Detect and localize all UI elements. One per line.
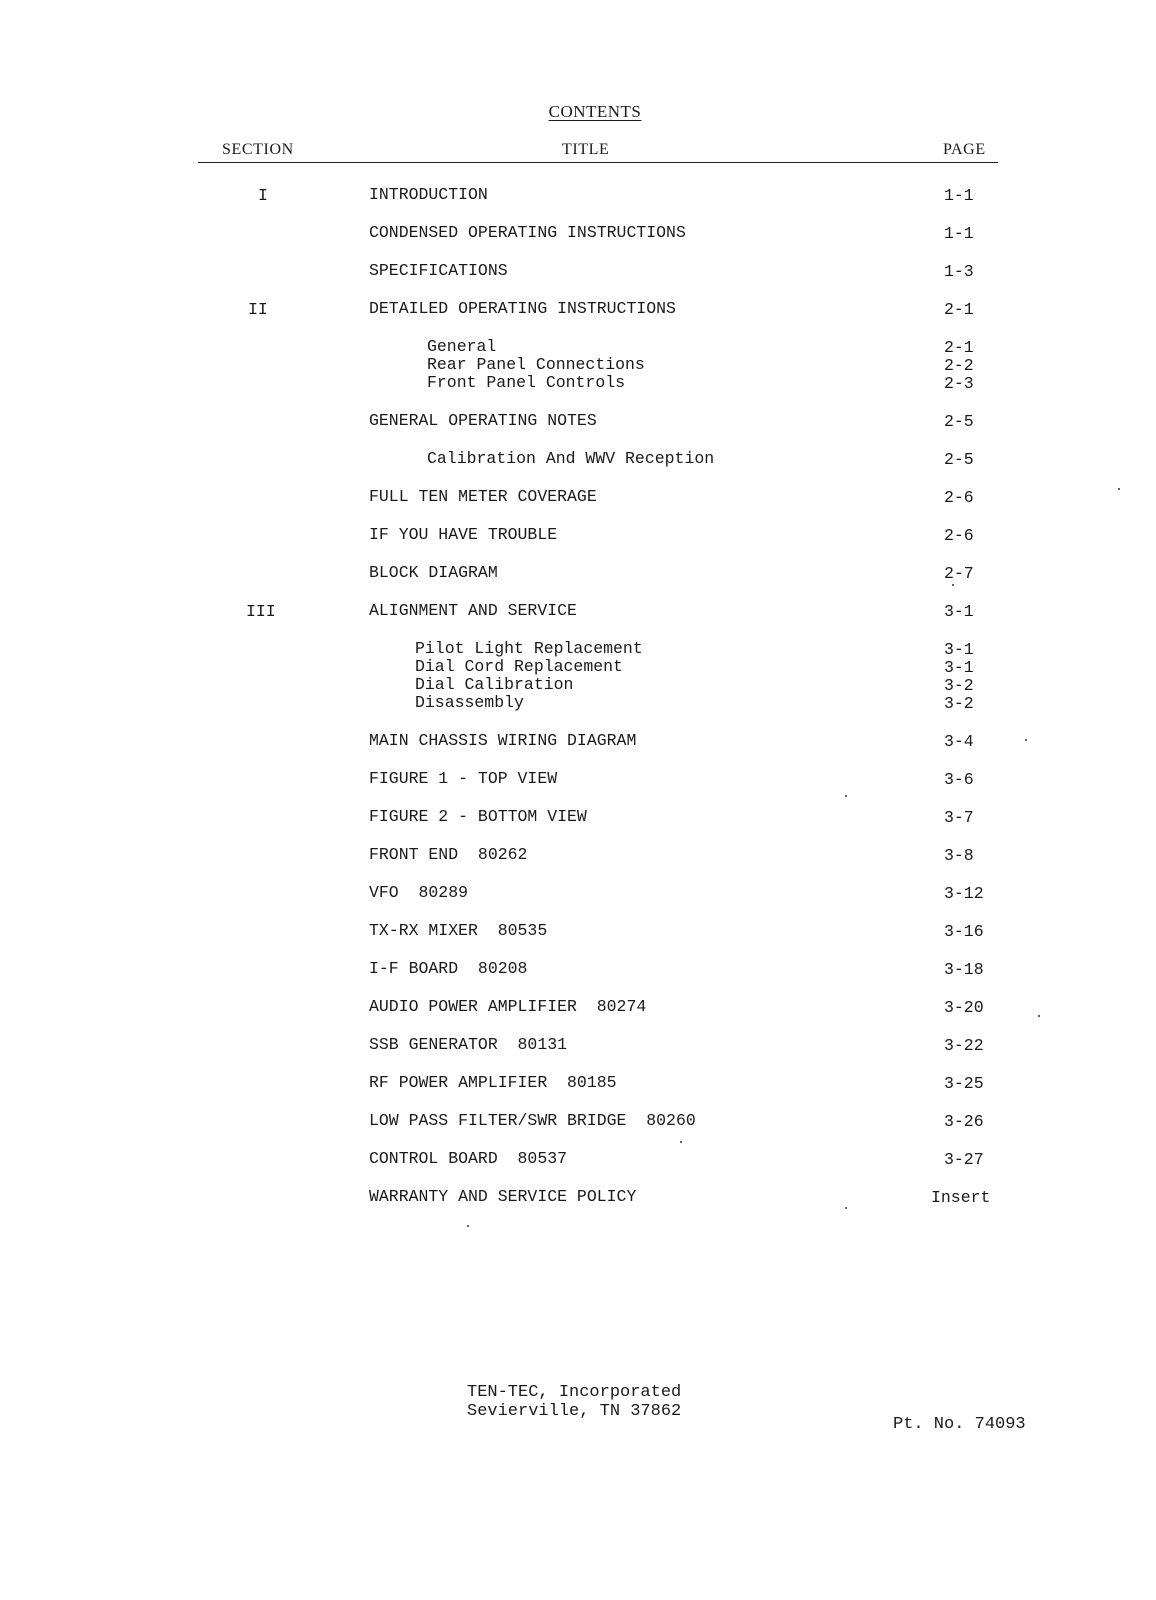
scan-speck (1038, 1015, 1040, 1017)
toc-section-number: II (248, 300, 268, 319)
scan-speck (680, 1141, 682, 1143)
toc-title: I-F BOARD 80208 (369, 959, 528, 978)
toc-title: VFO 80289 (369, 883, 469, 902)
toc-page-number: 3-12 (944, 884, 984, 903)
toc-title: IF YOU HAVE TROUBLE (369, 525, 558, 544)
toc-title: FIGURE 1 - TOP VIEW (369, 769, 558, 788)
scan-speck (845, 1207, 847, 1209)
toc-title: LOW PASS FILTER/SWR BRIDGE 80260 (369, 1111, 696, 1130)
toc-page-number: 2-6 (944, 526, 974, 545)
toc-page-number: Insert (931, 1188, 991, 1207)
toc-page-number: 3-16 (944, 922, 984, 941)
toc-title: GENERAL OPERATING NOTES (369, 411, 597, 430)
toc-page-number: 3-1 (944, 640, 974, 659)
toc-section-number: III (246, 602, 276, 621)
toc-title: WARRANTY AND SERVICE POLICY (369, 1187, 637, 1206)
toc-title: BLOCK DIAGRAM (369, 563, 498, 582)
toc-page-number: 1-3 (944, 262, 974, 281)
scan-speck (952, 584, 954, 586)
toc-title: RF POWER AMPLIFIER 80185 (369, 1073, 617, 1092)
contents-heading (0, 102, 1156, 122)
toc-page-number: 3-25 (944, 1074, 984, 1093)
toc-page-number: 2-5 (944, 412, 974, 431)
toc-page-number: 2-1 (944, 338, 974, 357)
toc-page-number: 2-7 (944, 564, 974, 583)
toc-title: MAIN CHASSIS WIRING DIAGRAM (369, 731, 637, 750)
toc-title: SPECIFICATIONS (369, 261, 508, 280)
toc-page-number: 3-8 (944, 846, 974, 865)
toc-page-number: 2-1 (944, 300, 974, 319)
toc-title: CONTROL BOARD 80537 (369, 1149, 568, 1168)
toc-page-number: 2-3 (944, 374, 974, 393)
toc-page-number: 3-20 (944, 998, 984, 1017)
footer-company: TEN-TEC, Incorporated (467, 1383, 682, 1402)
toc-title: DETAILED OPERATING INSTRUCTIONS (369, 299, 676, 318)
toc-title: FIGURE 2 - BOTTOM VIEW (369, 807, 587, 826)
toc-page-number: 3-1 (944, 602, 974, 621)
toc-page-number: 3-27 (944, 1150, 984, 1169)
toc-page-number: 1-1 (944, 186, 974, 205)
toc-page-number: 3-2 (944, 694, 974, 713)
toc-page-number: 3-18 (944, 960, 984, 979)
toc-page-number: 3-26 (944, 1112, 984, 1131)
toc-title: ALIGNMENT AND SERVICE (369, 601, 577, 620)
toc-title: Dial Calibration (415, 675, 574, 694)
scan-speck (1025, 739, 1027, 741)
toc-title: TX-RX MIXER 80535 (369, 921, 548, 940)
scan-speck (467, 1225, 469, 1227)
toc-title: SSB GENERATOR 80131 (369, 1035, 568, 1054)
toc-page-number: 2-5 (944, 450, 974, 469)
toc-page-number: 3-7 (944, 808, 974, 827)
column-header-page: PAGE (943, 141, 986, 158)
toc-title: Dial Cord Replacement (415, 657, 623, 676)
toc-title: FRONT END 80262 (369, 845, 528, 864)
toc-title: Pilot Light Replacement (415, 639, 643, 658)
toc-title: Front Panel Controls (427, 373, 626, 392)
column-header-section: SECTION (222, 141, 294, 158)
toc-title: FULL TEN METER COVERAGE (369, 487, 597, 506)
toc-page-number: 3-4 (944, 732, 974, 751)
toc-page-number: 3-1 (944, 658, 974, 677)
footer-part-number: Pt. No. 74093 (893, 1415, 1026, 1434)
toc-title: Calibration And WWV Reception (427, 449, 715, 468)
scan-speck (845, 795, 847, 797)
toc-page-number: 3-22 (944, 1036, 984, 1055)
toc-section-number: I (258, 186, 268, 205)
toc-title: General (427, 337, 497, 356)
toc-page-number: 2-6 (944, 488, 974, 507)
column-header-title: TITLE (562, 141, 610, 158)
header-rule (198, 162, 998, 163)
footer-address: Sevierville, TN 37862 (467, 1402, 682, 1421)
scan-speck (1118, 488, 1120, 490)
toc-title: INTRODUCTION (369, 185, 488, 204)
toc-page-number: 3-6 (944, 770, 974, 789)
toc-title: Disassembly (415, 693, 524, 712)
toc-page-number: 3-2 (944, 676, 974, 695)
toc-title: AUDIO POWER AMPLIFIER 80274 (369, 997, 647, 1016)
contents-heading-text: CONTENTS (548, 102, 642, 121)
toc-page-number: 2-2 (944, 356, 974, 375)
toc-title: CONDENSED OPERATING INSTRUCTIONS (369, 223, 686, 242)
toc-title: Rear Panel Connections (427, 355, 645, 374)
toc-page-number: 1-1 (944, 224, 974, 243)
